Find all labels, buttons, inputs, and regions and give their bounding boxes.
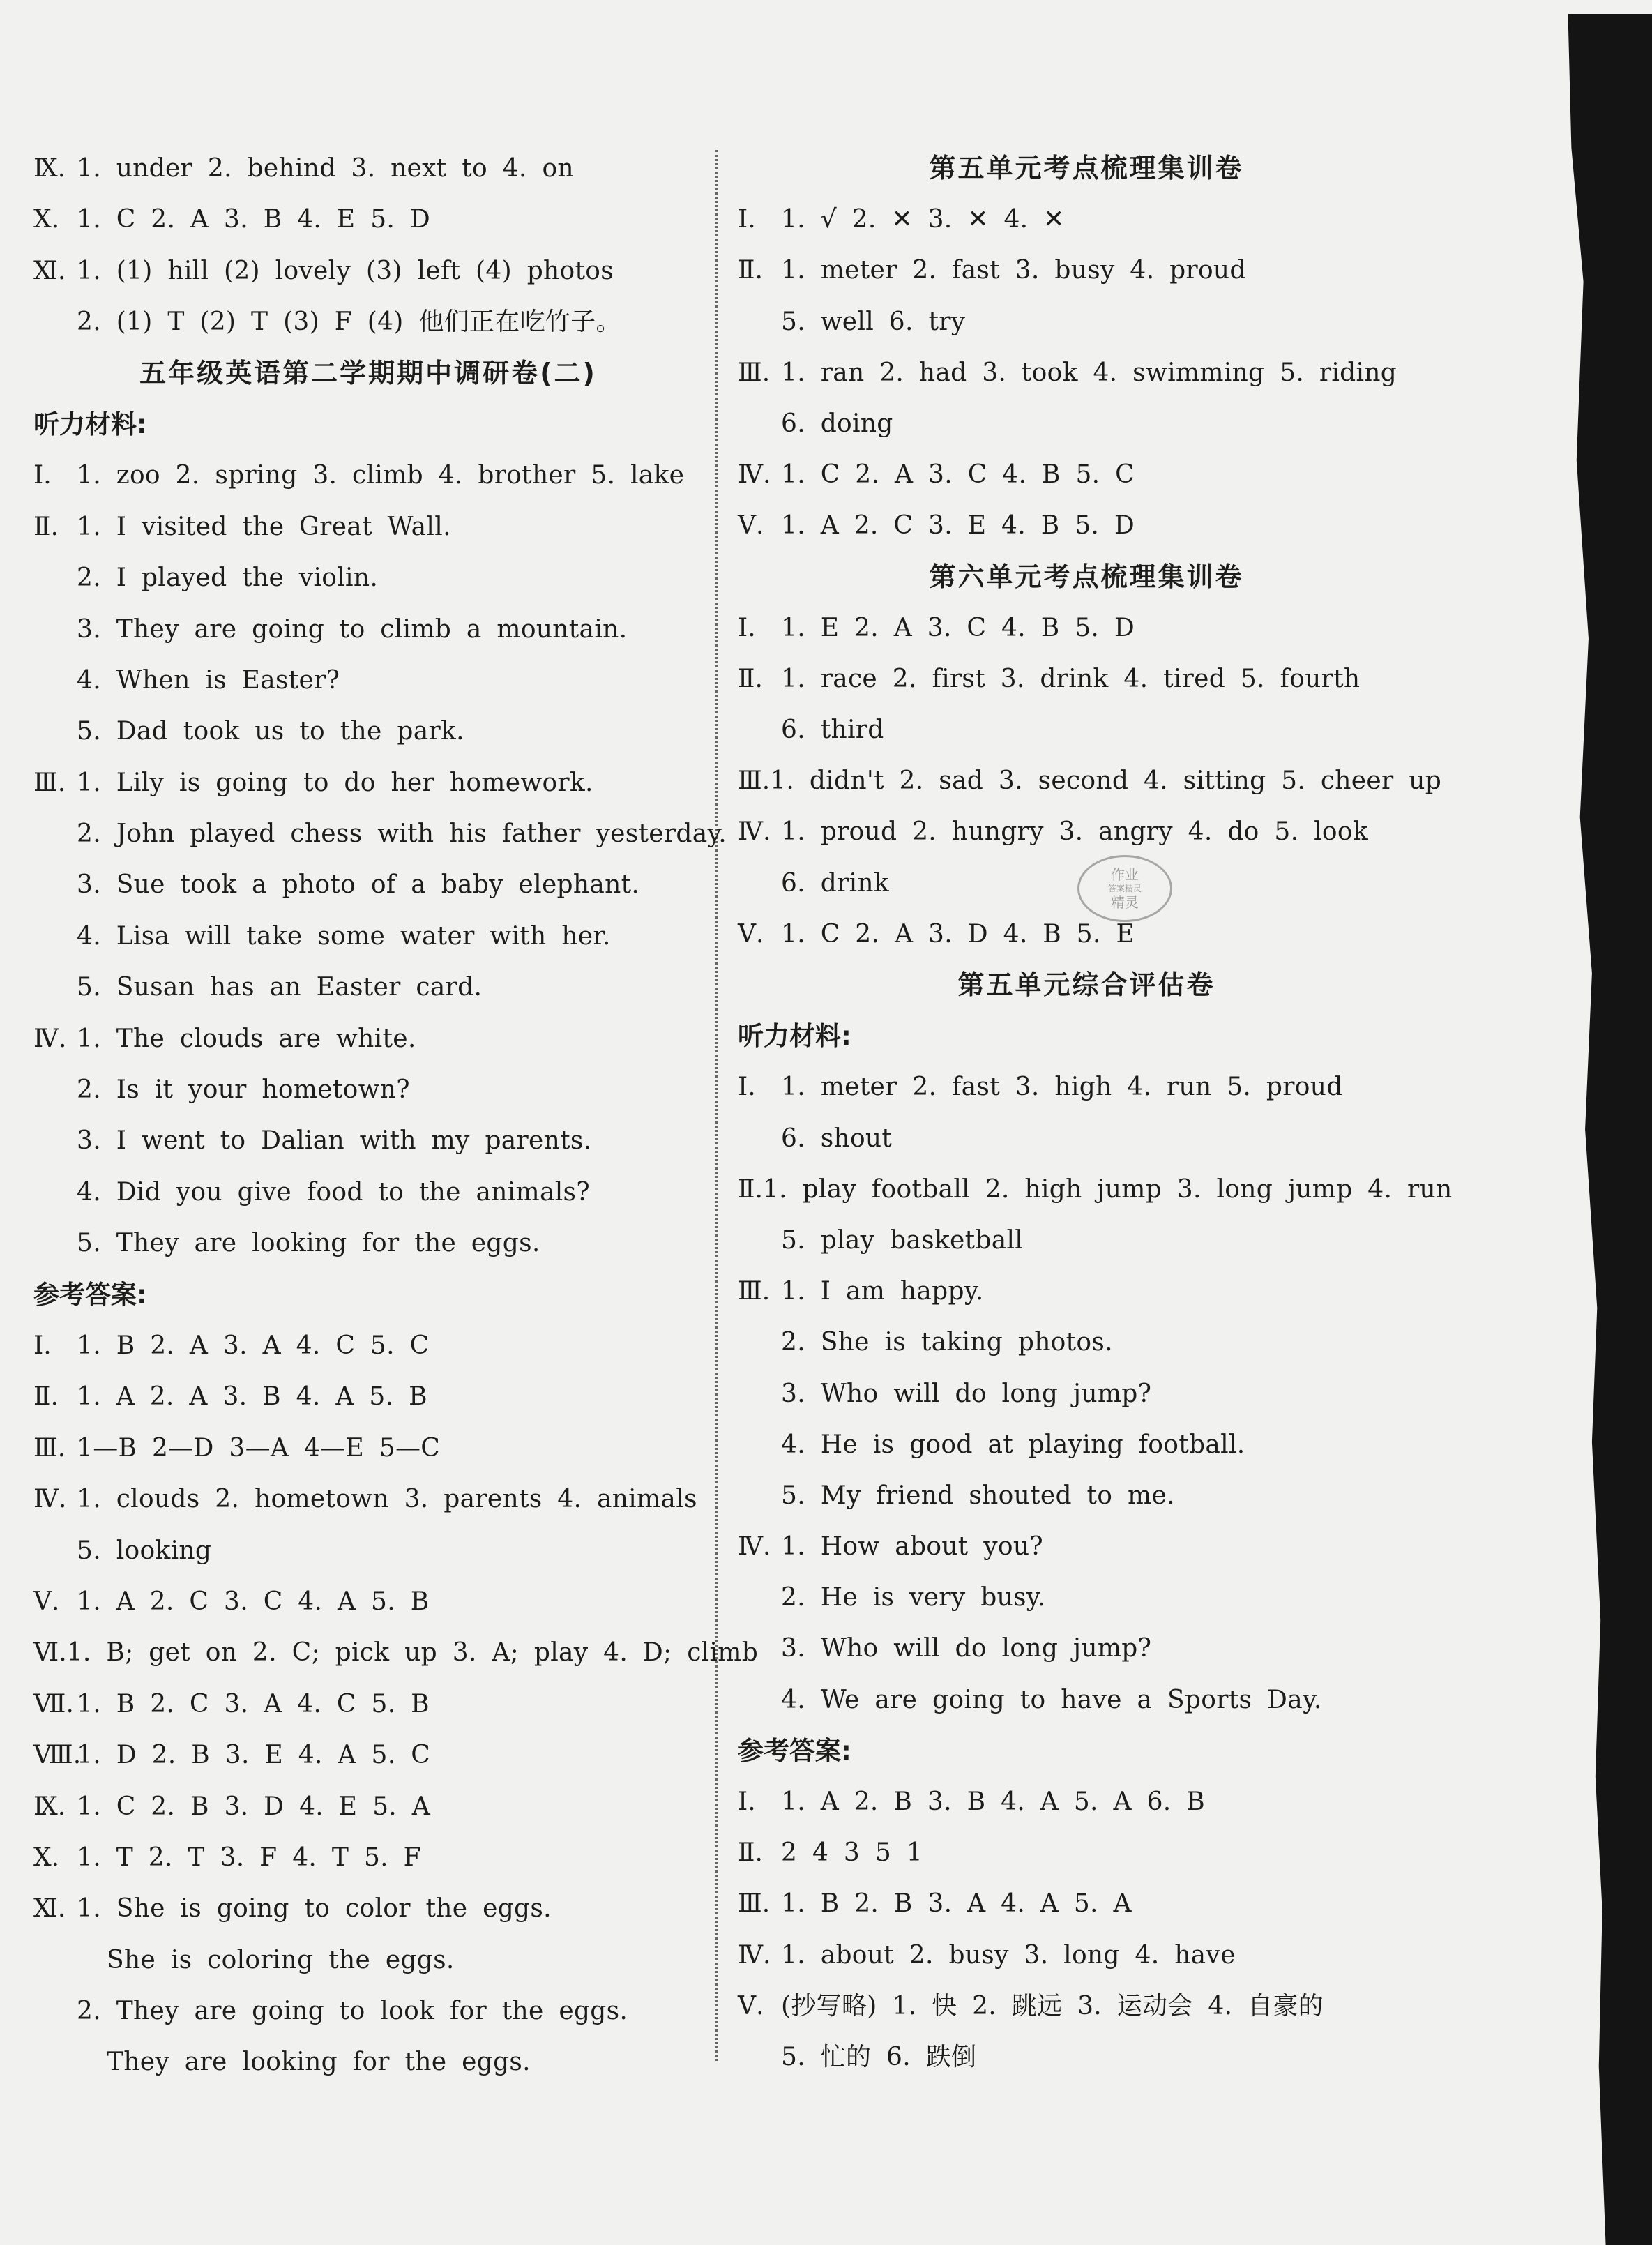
answer-line <box>33 859 703 910</box>
answer-text: 1—B 2—D 3—A 4—E 5—C <box>77 1433 441 1462</box>
answer-text: 5. Susan has an Easter card. <box>77 973 483 1002</box>
item-number: Ⅲ. <box>738 766 771 796</box>
answer-line <box>738 347 1435 398</box>
answer-text: 3. I went to Dalian with my parents. <box>77 1126 592 1156</box>
answer-text: 1. The clouds are white. <box>77 1024 416 1053</box>
section-heading: 五年级英语第二学期期中调研卷(二) <box>139 357 597 388</box>
answer-text: 3. Who will do long jump? <box>781 1379 1152 1408</box>
stamp-line-1: 作业 <box>1111 866 1139 883</box>
item-number: Ⅰ. <box>33 461 52 490</box>
answer-line <box>33 1627 759 1678</box>
answer-text: 6. shout <box>781 1124 893 1153</box>
answer-line <box>33 143 703 194</box>
answer-text: 3. Who will do long jump? <box>781 1634 1152 1663</box>
item-number: Ⅲ. <box>738 1889 771 1919</box>
answer-line <box>738 1776 1435 1827</box>
item-number: Ⅴ. <box>738 1991 764 2020</box>
item-number: Ⅳ. <box>738 460 771 490</box>
answer-line <box>33 962 703 1013</box>
answer-line <box>33 757 703 808</box>
answer-line <box>33 1218 703 1269</box>
item-number: Ⅱ. <box>738 1174 763 1204</box>
answer-text: 1. How about you? <box>781 1532 1043 1562</box>
item-number: Ⅰ. <box>33 1331 52 1360</box>
answer-text: 1. A 2. A 3. B 4. A 5. B <box>77 1382 427 1412</box>
answer-text: 1. C 2. A 3. B 4. E 5. D <box>77 205 431 234</box>
section-heading: 第五单元综合评估卷 <box>957 969 1215 1000</box>
answer-line <box>33 2036 703 2087</box>
stamp-line-3: 精灵 <box>1111 894 1139 911</box>
answer-text: 3. Sue took a photo of a baby elephant. <box>77 870 640 900</box>
answer-text: 1. about 2. busy 3. long 4. have <box>781 1940 1236 1970</box>
answer-text: 2. She is taking photos. <box>781 1328 1113 1357</box>
answer-line <box>738 1878 1435 1929</box>
answer-text: 1. zoo 2. spring 3. climb 4. brother 5. lake <box>77 461 685 490</box>
answer-text: She is coloring the eggs. <box>107 1945 455 1974</box>
answer-text: 5. 忙的 6. 跌倒 <box>781 2042 977 2071</box>
answer-text: 5. looking <box>77 1536 212 1565</box>
answer-line <box>33 245 703 296</box>
item-number: Ⅸ. <box>33 154 66 183</box>
answer-line <box>33 1064 703 1115</box>
answer-line <box>738 603 1435 653</box>
answer-text: 1. A 2. C 3. C 4. A 5. B <box>77 1587 430 1616</box>
item-number: Ⅹ. <box>33 205 60 234</box>
answer-line <box>738 755 1442 806</box>
answer-text: 1. B 2. C 3. A 4. C 5. B <box>77 1689 430 1718</box>
item-number: Ⅸ. <box>33 1792 66 1821</box>
answer-line <box>33 1781 703 1832</box>
answer-text: 1. C 2. A 3. C 4. B 5. C <box>781 460 1135 490</box>
answer-line <box>738 2032 1435 2083</box>
item-number: Ⅳ. <box>33 1485 67 1514</box>
item-number: Ⅲ. <box>738 358 771 387</box>
answer-text: 1. She is going to color the eggs. <box>77 1894 552 1923</box>
answer-text: 1. play football 2. high jump 3. long jump 4. run <box>762 1174 1453 1204</box>
homework-stamp <box>1077 855 1172 922</box>
answer-line <box>33 808 727 859</box>
item-number: Ⅱ. <box>738 664 763 693</box>
answer-line <box>33 1679 703 1730</box>
answer-text: 1. Lily is going to do her homework. <box>77 768 593 797</box>
answer-text: 1. under 2. behind 3. next to 4. on <box>77 154 574 183</box>
answer-text: 1. clouds 2. hometown 3. parents 4. animals <box>77 1485 697 1514</box>
item-number: Ⅱ. <box>738 1838 763 1868</box>
answer-text: 5. Dad took us to the park. <box>77 717 464 746</box>
answer-line <box>33 1320 703 1371</box>
answer-text: 6. third <box>781 716 884 745</box>
answer-line <box>738 704 1435 755</box>
answer-text: 1. meter 2. fast 3. high 4. run 5. proud <box>781 1073 1343 1102</box>
answer-line <box>33 1167 703 1218</box>
answer-text: 6. drink <box>781 868 889 898</box>
answer-text: 1. B 2. B 3. A 4. A 5. A <box>781 1889 1132 1919</box>
item-number: Ⅺ. <box>33 256 66 285</box>
answer-line <box>33 1883 703 1934</box>
item-number: Ⅲ. <box>738 1277 771 1306</box>
answer-text: 5. play basketball <box>781 1225 1024 1255</box>
answer-text: 1. proud 2. hungry 3. angry 4. do 5. look <box>781 817 1368 847</box>
answer-line <box>738 1061 1435 1112</box>
answer-text: 1. race 2. first 3. drink 4. tired 5. fourth <box>781 664 1361 693</box>
item-number: Ⅱ. <box>33 512 59 541</box>
answer-line <box>33 1986 703 2036</box>
answer-text: 1. (1) hill (2) lovely (3) left (4) photos <box>77 256 614 285</box>
answer-text: 1. D 2. B 3. E 4. A 5. C <box>77 1741 431 1770</box>
item-number: Ⅶ. <box>33 1689 74 1718</box>
answer-line <box>738 1113 1435 1164</box>
answer-line <box>738 245 1435 296</box>
answer-line <box>738 1675 1435 1725</box>
answer-line <box>738 449 1435 500</box>
answer-text: 6. doing <box>781 409 893 438</box>
section-heading: 第五单元考点梳理集训卷 <box>929 153 1244 183</box>
answer-line <box>33 296 703 347</box>
answer-line <box>738 1419 1435 1470</box>
answer-text: (抄写略) 1. 快 2. 跳远 3. 运动会 4. 自豪的 <box>781 1991 1324 2020</box>
answer-text: 4. When is Easter? <box>77 665 340 695</box>
item-number: Ⅲ. <box>33 768 66 797</box>
answer-text: 2. They are going to look for the eggs. <box>77 1997 628 2026</box>
answer-text: 1. C 2. B 3. D 4. E 5. A <box>77 1792 431 1821</box>
answer-line <box>738 1266 1435 1317</box>
answer-text: 2 4 3 5 1 <box>781 1838 923 1868</box>
answer-line <box>33 604 703 655</box>
answer-text: 1. meter 2. fast 3. busy 4. proud <box>781 256 1246 285</box>
answer-text: 1. C 2. A 3. D 4. B 5. E <box>781 919 1135 948</box>
answer-text: 1. B 2. A 3. A 4. C 5. C <box>77 1331 430 1360</box>
answer-line <box>738 1164 1453 1215</box>
answer-line <box>33 1474 703 1525</box>
left-column <box>33 143 759 2088</box>
item-number: Ⅰ. <box>738 1787 756 1816</box>
answer-text: 5. They are looking for the eggs. <box>77 1229 540 1258</box>
item-number: Ⅲ. <box>33 1433 66 1462</box>
subsection-label: 听力材料: <box>33 409 147 439</box>
answer-text: 1. A 2. C 3. E 4. B 5. D <box>781 511 1135 541</box>
answer-text: 4. Lisa will take some water with her. <box>77 921 611 951</box>
item-number: Ⅱ. <box>738 256 763 285</box>
item-number: Ⅳ. <box>33 1024 67 1053</box>
answer-line <box>33 1371 703 1422</box>
answer-text: 2. (1) T (2) T (3) F (4) 他们正在吃竹子。 <box>77 308 621 337</box>
answer-line <box>33 1525 703 1576</box>
answer-line <box>33 1730 703 1781</box>
answer-text: 1. B; get on 2. C; pick up 3. A; play 4. D; climb <box>66 1638 759 1668</box>
item-number: Ⅳ. <box>738 1940 771 1970</box>
answer-line <box>33 501 703 552</box>
answer-line <box>33 450 703 501</box>
answer-text: 2. I played the violin. <box>77 564 379 593</box>
item-number: Ⅴ. <box>33 1587 60 1616</box>
answer-text: 4. We are going to have a Sports Day. <box>781 1685 1322 1714</box>
answer-line <box>738 1930 1435 1981</box>
answer-line <box>738 296 1435 347</box>
answer-text: 2. Is it your hometown? <box>77 1075 410 1105</box>
answer-text: 1. I am happy. <box>781 1277 984 1306</box>
answer-line <box>33 1576 703 1627</box>
item-number: Ⅷ. <box>33 1741 82 1770</box>
subsection-label: 参考答案: <box>33 1279 147 1310</box>
answer-line <box>738 1623 1435 1674</box>
answer-line <box>33 1115 703 1166</box>
answer-text: 4. Did you give food to the animals? <box>77 1177 590 1207</box>
column-divider <box>715 150 718 2061</box>
answer-line <box>738 194 1435 245</box>
answer-line <box>33 706 703 757</box>
answer-line <box>738 398 1435 449</box>
answer-line <box>33 1423 703 1474</box>
answer-line <box>33 194 703 245</box>
item-number: Ⅴ. <box>738 511 764 541</box>
answer-line <box>738 500 1435 551</box>
answer-line <box>738 1317 1435 1368</box>
answer-line <box>33 1832 703 1883</box>
answer-text: 1. I visited the Great Wall. <box>77 512 451 541</box>
answer-line <box>738 1521 1435 1572</box>
answer-text: 1. √ 2. ✕ 3. ✕ 4. ✕ <box>781 205 1065 234</box>
answer-line <box>33 655 703 706</box>
answer-text: 1. T 2. T 3. F 4. T 5. F <box>77 1843 421 1872</box>
answer-text: 5. well 6. try <box>781 307 966 336</box>
item-number: Ⅳ. <box>738 1532 771 1562</box>
item-number: Ⅰ. <box>738 1073 756 1102</box>
item-number: Ⅰ. <box>738 205 756 234</box>
answer-line <box>738 1368 1435 1419</box>
answer-line <box>738 1572 1435 1623</box>
item-number: Ⅴ. <box>738 919 764 948</box>
item-number: Ⅳ. <box>738 817 771 847</box>
section-heading: 第六单元考点梳理集训卷 <box>929 561 1244 592</box>
subsection-label: 听力材料: <box>738 1021 851 1052</box>
item-number: Ⅵ. <box>33 1638 67 1668</box>
answer-line <box>33 552 703 603</box>
answer-line <box>33 911 703 962</box>
torn-page-edge <box>1566 14 1652 2245</box>
answer-text: 1. didn't 2. sad 3. second 4. sitting 5. cheer up <box>770 766 1442 796</box>
answer-text: 2. He is very busy. <box>781 1583 1046 1612</box>
answer-line <box>738 653 1435 704</box>
answer-text: 1. ran 2. had 3. took 4. swimming 5. riding <box>781 358 1397 387</box>
answer-line <box>33 1013 703 1064</box>
item-number: Ⅰ. <box>738 613 756 642</box>
answer-line <box>738 1215 1435 1266</box>
answer-line <box>738 1470 1435 1521</box>
subsection-label: 参考答案: <box>738 1735 851 1766</box>
item-number: Ⅹ. <box>33 1843 60 1872</box>
right-column <box>738 143 1453 2083</box>
answer-text: They are looking for the eggs. <box>107 2048 531 2077</box>
answer-line <box>738 909 1435 960</box>
answer-text: 1. E 2. A 3. C 4. B 5. D <box>781 613 1135 642</box>
answer-text: 2. John played chess with his father yesterday. <box>77 819 727 849</box>
answer-line <box>738 806 1435 857</box>
item-number: Ⅱ. <box>33 1382 59 1412</box>
answer-text: 1. A 2. B 3. B 4. A 5. A 6. B <box>781 1787 1206 1816</box>
answer-line <box>738 1827 1435 1878</box>
item-number: Ⅺ. <box>33 1894 66 1923</box>
stamp-line-2: 答案精灵 <box>1107 884 1142 893</box>
answer-text: 4. He is good at playing football. <box>781 1430 1245 1459</box>
answer-text: 5. My friend shouted to me. <box>781 1481 1175 1510</box>
answer-line <box>33 1935 703 1986</box>
answer-line <box>738 1981 1435 2032</box>
answer-text: 3. They are going to climb a mountain. <box>77 614 628 644</box>
